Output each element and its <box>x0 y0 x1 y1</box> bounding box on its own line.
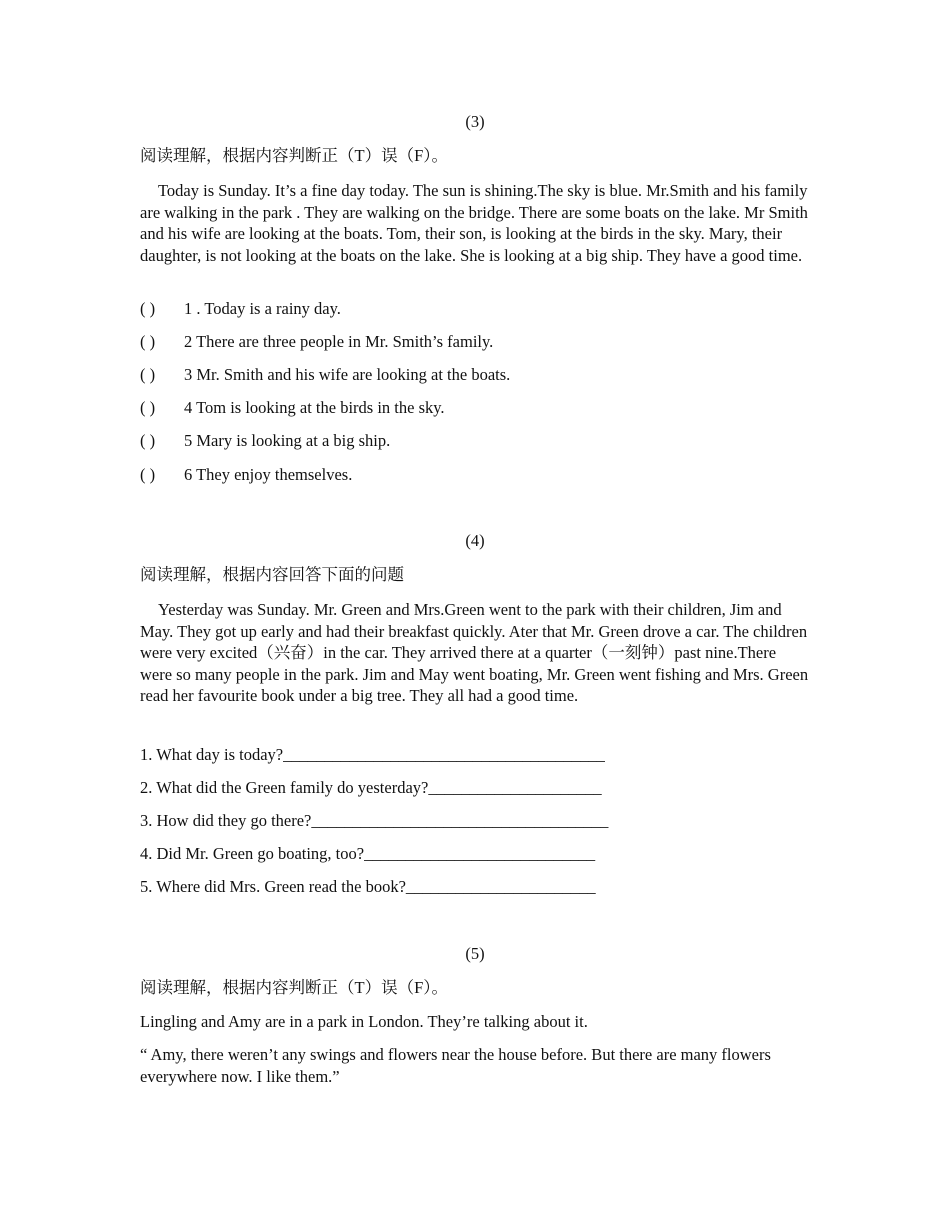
tf-item-text: 4 Tom is looking at the birds in the sky. <box>184 398 445 417</box>
section-3-instruction: 阅读理解，根据内容判断正（T）误（F）。 <box>140 146 449 165</box>
answer-blank: ( ) <box>140 465 156 484</box>
section-3-passage: Today is Sunday. It’s a fine day today. The sun is shining.The sky is blue. Mr.Smith and his family are walking in the park . They are walking on the bridge. There are some boats on the lake. Mr Smith and his wife are looking at the boats. Tom, their son, is looking at the birds in the sky. Mary, their daughter, is not looking at the boats on the lake. She is looking at a big ship. They have a good time. <box>140 181 808 265</box>
tf-item <box>140 430 810 452</box>
tf-item-text: 3 Mr. Smith and his wife are looking at the boats. <box>184 365 511 384</box>
section-3-number: (3) <box>465 112 485 131</box>
section-5-number: (5) <box>465 944 485 963</box>
section-4-passage: Yesterday was Sunday. Mr. Green and Mrs.Green went to the park with their children, Jim and May. They got up early and had their breakfast quickly. Ater that Mr. Green drove a car. The children were very excited（兴奋）in the car. They arrived there at a quarter（一刻钟）past nine.There were so many people in the park. Jim and May went boating, Mr. Green went fishing and Mrs. Green read her favourite book under a big tree. They all had a good time. <box>140 600 809 705</box>
section-5-intro: Lingling and Amy are in a park in London. They’re talking about it. <box>140 1012 588 1031</box>
tf-item <box>140 464 810 486</box>
question-line: 1. What day is today?_______________________________________ <box>140 745 605 764</box>
section-4-instruction: 阅读理解，根据内容回答下面的问题 <box>140 565 404 584</box>
section-5-instruction: 阅读理解，根据内容判断正（T）误（F）。 <box>140 978 449 997</box>
question-line: 4. Did Mr. Green go boating, too?____________________________ <box>140 844 596 863</box>
tf-item <box>140 364 810 386</box>
answer-blank: ( ) <box>140 398 156 417</box>
answer-blank: ( ) <box>140 365 156 384</box>
tf-item-text: 2 There are three people in Mr. Smith’s family. <box>184 332 494 351</box>
answer-blank: ( ) <box>140 431 156 450</box>
answer-blank: ( ) <box>140 299 156 318</box>
section-5-dialogue: “ Amy, there weren’t any swings and flowers near the house before. But there are many flowers everywhere now. I like them.” <box>140 1045 771 1086</box>
answer-blank: ( ) <box>140 332 156 351</box>
question-line: 2. What did the Green family do yesterday?_____________________ <box>140 778 602 797</box>
tf-item-text: 1 . Today is a rainy day. <box>184 299 341 318</box>
tf-item-text: 6 They enjoy themselves. <box>184 465 353 484</box>
tf-item <box>140 331 810 353</box>
section-4-number: (4) <box>465 531 485 550</box>
question-line: 3. How did they go there?____________________________________ <box>140 811 609 830</box>
tf-item-text: 5 Mary is looking at a big ship. <box>184 431 391 450</box>
question-line: 5. Where did Mrs. Green read the book?_______________________ <box>140 877 596 896</box>
tf-item <box>140 298 810 320</box>
tf-item <box>140 397 810 419</box>
